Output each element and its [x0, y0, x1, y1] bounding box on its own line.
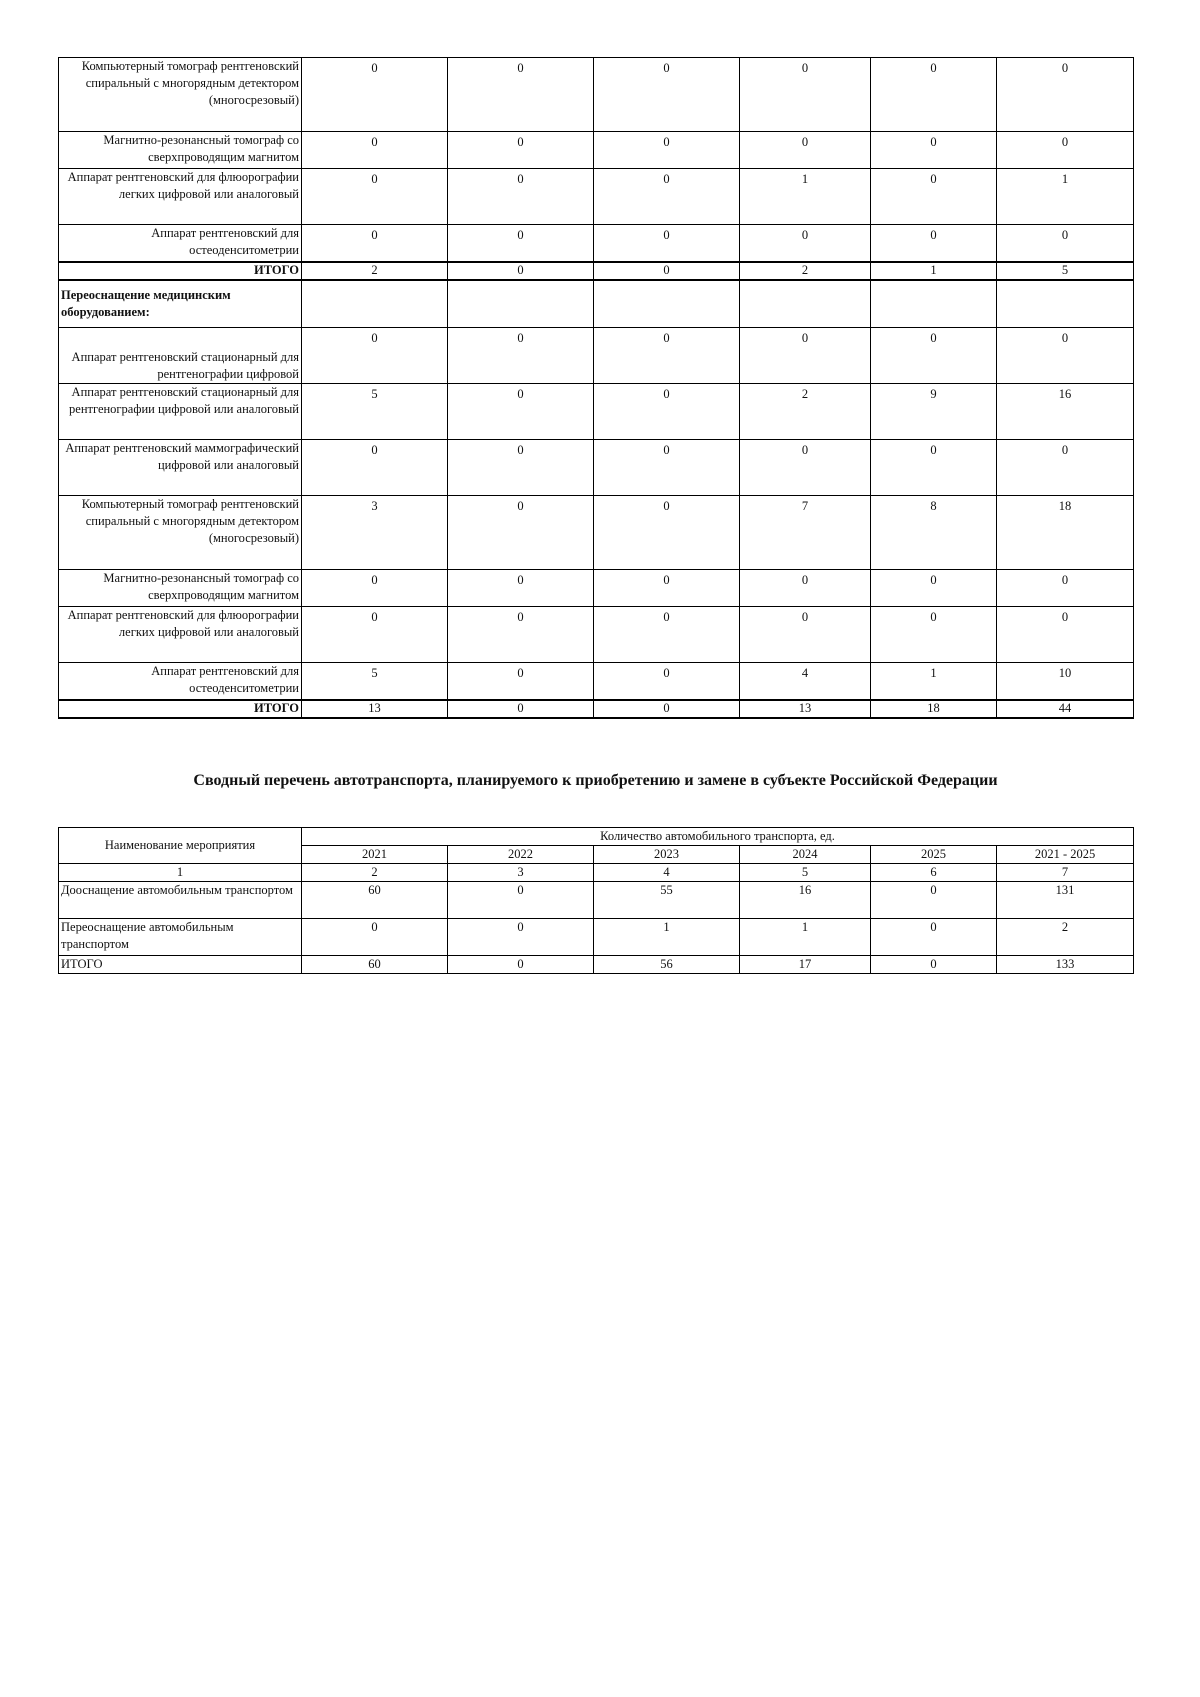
value-cell: 1	[740, 919, 871, 956]
empty-cell	[871, 280, 997, 328]
value-cell: 10	[997, 663, 1134, 700]
column-number: 7	[997, 864, 1134, 882]
equipment-name: Компьютерный томограф рентгеновский спиральный с многорядным детектором (многосрезовый)	[59, 58, 302, 132]
total-value: 0	[594, 262, 740, 280]
value-cell: 0	[448, 384, 594, 440]
value-cell: 131	[997, 882, 1134, 919]
table-row	[59, 570, 1134, 607]
value-cell: 0	[594, 496, 740, 570]
value-cell: 7	[740, 496, 871, 570]
empty-cell	[997, 280, 1134, 328]
section-heading: Переоснащение медицинским оборудованием:	[59, 280, 302, 328]
value-cell: 0	[448, 882, 594, 919]
total-value: 1	[871, 262, 997, 280]
value-cell: 0	[997, 225, 1134, 262]
column-number: 1	[59, 864, 302, 882]
value-cell: 0	[594, 58, 740, 132]
total-label: ИТОГО	[59, 262, 302, 280]
empty-cell	[740, 280, 871, 328]
value-cell: 16	[997, 384, 1134, 440]
value-cell: 0	[871, 225, 997, 262]
table-row	[59, 919, 1134, 956]
value-cell: 1	[997, 169, 1134, 225]
table-row	[59, 882, 1134, 919]
value-cell: 0	[448, 570, 594, 607]
equipment-name: Аппарат рентгеновский стационарный для рентгенографии цифровой или аналоговый	[59, 384, 302, 440]
equipment-name: Аппарат рентгеновский для остеоденситометрии	[59, 225, 302, 262]
value-cell: 0	[871, 882, 997, 919]
year-header: 2022	[448, 846, 594, 864]
value-cell: 0	[448, 328, 594, 384]
value-cell: 0	[302, 132, 448, 169]
value-cell: 5	[302, 663, 448, 700]
value-cell: 0	[740, 58, 871, 132]
value-cell: 0	[302, 225, 448, 262]
equipment-name: Магнитно-резонансный томограф со сверхпроводящим магнитом	[59, 132, 302, 169]
value-cell: 0	[448, 440, 594, 496]
value-cell: 0	[594, 328, 740, 384]
value-cell: 0	[740, 132, 871, 169]
value-cell: 2	[740, 384, 871, 440]
total-value: 0	[448, 956, 594, 974]
total-value: 0	[594, 700, 740, 718]
value-cell: 0	[448, 496, 594, 570]
column-number-row	[59, 864, 1134, 882]
equipment-name: Компьютерный томограф рентгеновский спиральный с многорядным детектором (многосрезовый)	[59, 496, 302, 570]
value-cell: 2	[997, 919, 1134, 956]
value-cell: 4	[740, 663, 871, 700]
value-cell: 0	[871, 570, 997, 607]
table-row	[59, 440, 1134, 496]
table-row	[59, 132, 1134, 169]
value-cell: 0	[997, 440, 1134, 496]
value-cell: 0	[594, 440, 740, 496]
value-cell: 1	[594, 919, 740, 956]
table-row	[59, 225, 1134, 262]
value-cell: 0	[448, 919, 594, 956]
value-cell: 0	[740, 225, 871, 262]
vehicle-table	[58, 827, 1134, 974]
empty-cell	[448, 280, 594, 328]
total-value: 2	[740, 262, 871, 280]
year-header: 2021 - 2025	[997, 846, 1134, 864]
total-label: ИТОГО	[59, 956, 302, 974]
equipment-name: Аппарат рентгеновский для остеоденситометрии	[59, 663, 302, 700]
value-cell: 0	[448, 663, 594, 700]
value-cell: 55	[594, 882, 740, 919]
empty-cell	[594, 280, 740, 328]
equipment-table	[58, 57, 1134, 719]
column-number: 2	[302, 864, 448, 882]
value-cell: 0	[740, 440, 871, 496]
row-label: Переоснащение автомобильным транспортом	[59, 919, 302, 956]
value-cell: 0	[871, 440, 997, 496]
total-value: 13	[740, 700, 871, 718]
column-number: 3	[448, 864, 594, 882]
total-row	[59, 956, 1134, 974]
value-cell: 0	[740, 607, 871, 663]
value-cell: 0	[594, 607, 740, 663]
table-row	[59, 496, 1134, 570]
value-cell: 0	[594, 225, 740, 262]
value-cell: 0	[871, 607, 997, 663]
value-cell: 0	[594, 570, 740, 607]
total-value: 60	[302, 956, 448, 974]
value-cell: 0	[594, 663, 740, 700]
equipment-name: Аппарат рентгеновский для флюорографии легких цифровой или аналоговый	[59, 169, 302, 225]
section-row	[59, 280, 1134, 328]
total-value: 133	[997, 956, 1134, 974]
value-cell: 0	[594, 384, 740, 440]
equipment-name: Аппарат рентгеновский стационарный для рентгенографии цифровой	[59, 328, 302, 384]
value-cell: 9	[871, 384, 997, 440]
value-cell: 1	[871, 663, 997, 700]
row-label: Дооснащение автомобильным транспортом	[59, 882, 302, 919]
value-cell: 8	[871, 496, 997, 570]
value-cell: 0	[448, 58, 594, 132]
column-number: 4	[594, 864, 740, 882]
value-cell: 0	[448, 225, 594, 262]
value-cell: 0	[448, 169, 594, 225]
total-value: 0	[448, 262, 594, 280]
value-cell: 18	[997, 496, 1134, 570]
value-cell: 60	[302, 882, 448, 919]
value-cell: 16	[740, 882, 871, 919]
value-cell: 5	[302, 384, 448, 440]
empty-cell	[302, 280, 448, 328]
year-header: 2025	[871, 846, 997, 864]
total-value: 2	[302, 262, 448, 280]
total-value: 18	[871, 700, 997, 718]
value-cell: 0	[871, 328, 997, 384]
total-label: ИТОГО	[59, 700, 302, 718]
total-row	[59, 262, 1134, 280]
column-group-header: Количество автомобильного транспорта, ед.	[302, 828, 1134, 846]
value-cell: 0	[302, 328, 448, 384]
table-row	[59, 58, 1134, 132]
year-header: 2021	[302, 846, 448, 864]
value-cell: 0	[997, 607, 1134, 663]
total-value: 17	[740, 956, 871, 974]
value-cell: 0	[871, 58, 997, 132]
table-row	[59, 328, 1134, 384]
total-value: 0	[871, 956, 997, 974]
value-cell: 0	[594, 132, 740, 169]
value-cell: 0	[997, 132, 1134, 169]
value-cell: 0	[871, 919, 997, 956]
value-cell: 0	[871, 132, 997, 169]
equipment-name: Магнитно-резонансный томограф со сверхпроводящим магнитом	[59, 570, 302, 607]
table-row	[59, 169, 1134, 225]
section-title: Сводный перечень автотранспорта, планируемого к приобретению и замене в субъекте Российской Федерации	[193, 772, 998, 789]
total-row	[59, 700, 1134, 718]
total-value: 56	[594, 956, 740, 974]
value-cell: 0	[302, 58, 448, 132]
total-value: 5	[997, 262, 1134, 280]
value-cell: 0	[302, 607, 448, 663]
value-cell: 0	[997, 328, 1134, 384]
value-cell: 0	[740, 328, 871, 384]
value-cell: 0	[302, 570, 448, 607]
value-cell: 0	[997, 570, 1134, 607]
total-value: 13	[302, 700, 448, 718]
value-cell: 0	[448, 607, 594, 663]
column-number: 5	[740, 864, 871, 882]
value-cell: 3	[302, 496, 448, 570]
equipment-name: Аппарат рентгеновский для флюорографии легких цифровой или аналоговый	[59, 607, 302, 663]
table-row	[59, 663, 1134, 700]
year-header: 2024	[740, 846, 871, 864]
value-cell: 0	[302, 169, 448, 225]
year-header: 2023	[594, 846, 740, 864]
value-cell: 0	[594, 169, 740, 225]
value-cell: 0	[871, 169, 997, 225]
value-cell: 0	[302, 919, 448, 956]
equipment-name: Аппарат рентгеновский маммографический цифровой или аналоговый	[59, 440, 302, 496]
total-value: 0	[448, 700, 594, 718]
table-row	[59, 384, 1134, 440]
table-row	[59, 607, 1134, 663]
value-cell: 0	[448, 132, 594, 169]
value-cell: 1	[740, 169, 871, 225]
header-row	[59, 828, 1134, 846]
value-cell: 0	[740, 570, 871, 607]
total-value: 44	[997, 700, 1134, 718]
column-header-name: Наименование мероприятия	[59, 828, 302, 864]
column-number: 6	[871, 864, 997, 882]
value-cell: 0	[997, 58, 1134, 132]
value-cell: 0	[302, 440, 448, 496]
